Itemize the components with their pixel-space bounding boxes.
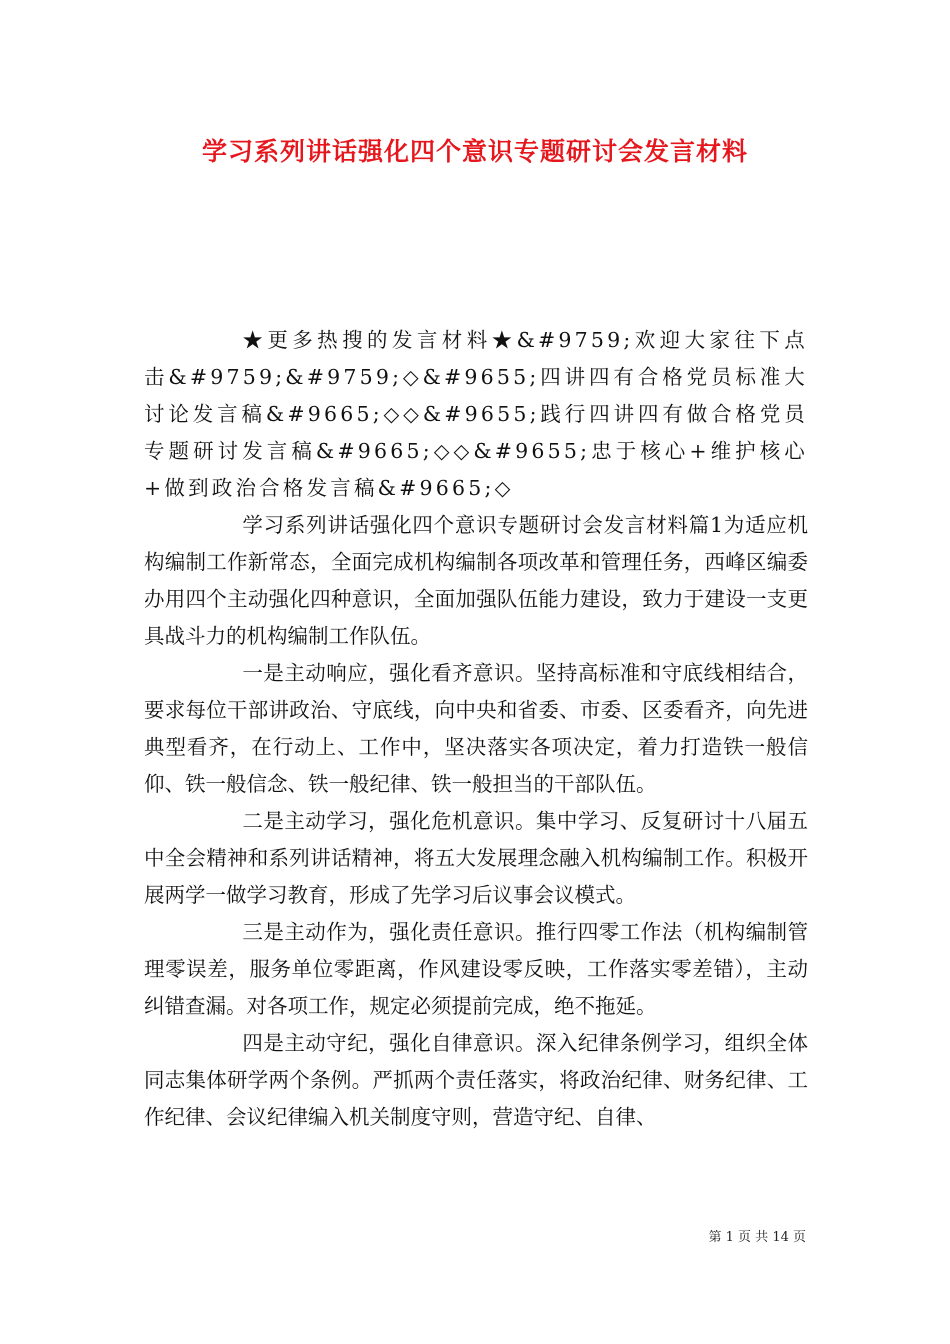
paragraph-point-two: 二是主动学习，强化危机意识。集中学习、反复研讨十八届五中全会精神和系列讲话精神，将五大发展理念融入机构编制工作。积极开展两学一做学习教育，形成了先学习后议事会议模式。 — [144, 809, 808, 907]
document-body — [144, 322, 808, 1136]
paragraph-intro: 学习系列讲话强化四个意识专题研讨会发言材料篇1为适应机构编制工作新常态，全面完成机构编制各项改革和管理任务，西峰区编委办用四个主动强化四种意识，全面加强队伍能力建设，致力于建设一支更具战斗力的机构编制工作队伍。 — [144, 513, 808, 648]
paragraph-point-one: 一是主动响应，强化看齐意识。坚持高标准和守底线相结合，要求每位干部讲政治、守底线，向中央和省委、市委、区委看齐，向先进典型看齐，在行动上、工作中，坚决落实各项决定，着力打造铁一般信仰、铁一般信念、铁一般纪律、铁一般担当的干部队伍。 — [144, 661, 808, 796]
document-title: 学习系列讲话强化四个意识专题研讨会发言材料 — [201, 137, 748, 166]
page-number-footer: 第 1 页 共 14 页 — [708, 1230, 806, 1245]
paragraph-hot-links: ★更多热搜的发言材料★&#9759;欢迎大家往下点击&#9759;&#9759;◇&#9655;四讲四有合格党员标准大讨论发言稿&#9665;◇◇&#9655;践行四讲四有做合格党员专题研讨发言稿&#9665;◇◇&#9655;忠于核心+维护核心+做到政治合格发言稿&#9665;◇ — [144, 328, 808, 500]
paragraph-point-four: 四是主动守纪，强化自律意识。深入纪律条例学习，组织全体同志集体研学两个条例。严抓两个责任落实，将政治纪律、财务纪律、工作纪律、会议纪律编入机关制度守则，营造守纪、自律、 — [144, 1031, 808, 1129]
paragraph-point-three: 三是主动作为，强化责任意识。推行四零工作法（机构编制管理零误差，服务单位零距离，作风建设零反映，工作落实零差错），主动纠错查漏。对各项工作，规定必须提前完成，绝不拖延。 — [144, 920, 808, 1018]
